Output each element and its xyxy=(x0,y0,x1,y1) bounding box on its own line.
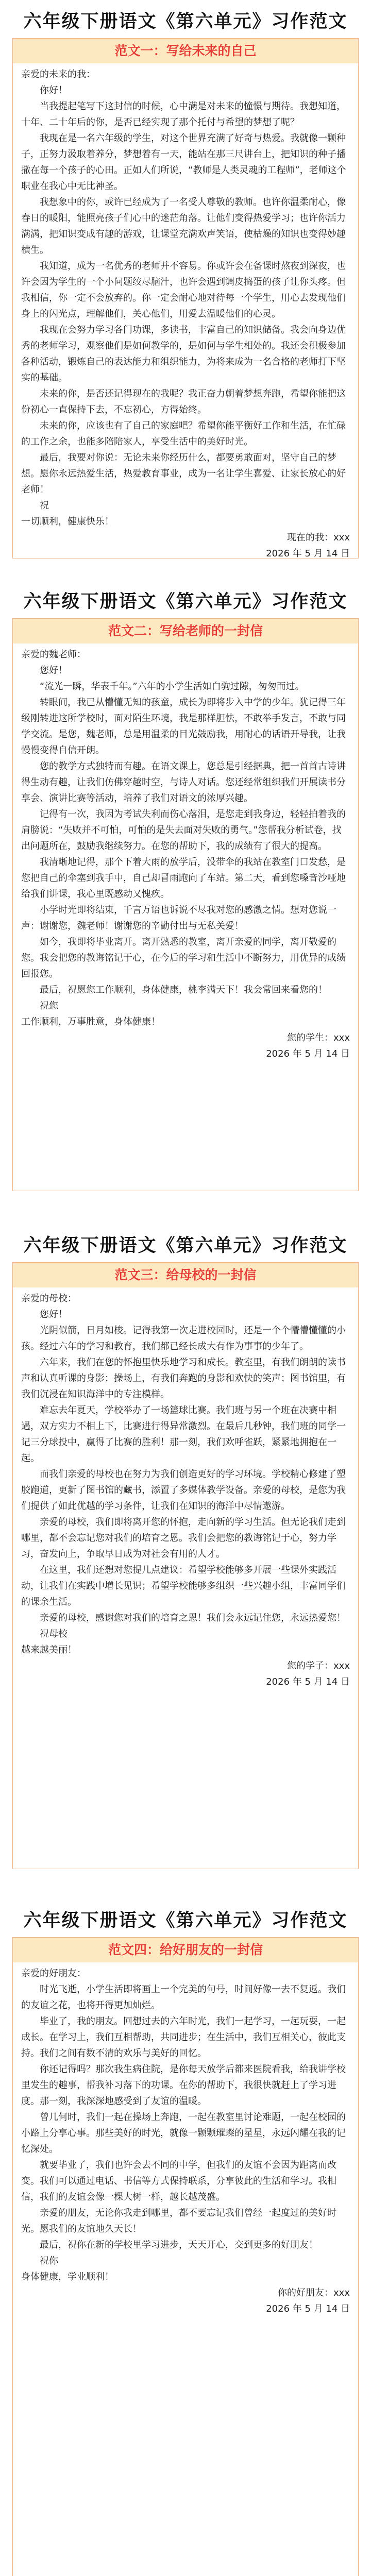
date: 2026 年 5 月 14 日 xyxy=(266,1048,350,1059)
essay-body xyxy=(13,1287,358,1696)
paragraph: 在这里，我们还想对您提几点建议：希望学校能够多开展一些课外实践活动，让我们在实践中增长见识；希望学校能够多组织一些兴趣小组，丰富同学们的课余生活。 xyxy=(21,1565,346,1607)
essay-card-4 xyxy=(12,1937,359,2576)
page-title: 六年级下册语文《第六单元》习作范文 xyxy=(23,591,348,612)
essay-section-3 xyxy=(0,1231,371,1260)
greeting: 亲爱的未来的我： xyxy=(21,69,95,80)
page-title: 六年级下册语文《第六单元》习作范文 xyxy=(23,1910,348,1931)
paragraph: 转眼间，我已从懵懂无知的孩童，成长为即将步入中学的少年。犹记得三年级刚转进这所学校时，面对陌生环境，我是那样胆怯，不敢举手发言，不敢与同学交流。是您，魏老师，总是用温柔的目光鼓励我，用耐心的话语开导我，让我慢慢变得自信开朗。 xyxy=(21,697,346,756)
paragraph: 小学时光即将结束，千言万语也诉说不尽我对您的感激之情。想对您说一声：谢谢您，魏老师！谢谢您的辛勤付出与无私关爱！ xyxy=(21,905,336,931)
paragraph: 光阴似箭，日月如梭。记得我第一次走进校园时，还是一个个懵懵懂懂的小孩。经过六年的学习和教育，我们都已经长成大有作为事事的少年了。 xyxy=(21,1325,346,1352)
paragraph: 时光飞逝，小学生活即将画上一个完美的句号，时间好像一去不复返。我们的友谊之花，也将开得更加灿烂。 xyxy=(21,1984,346,2011)
greeting: 亲爱的母校： xyxy=(21,1293,77,1304)
signature: 您的学生：xxx xyxy=(287,1032,350,1043)
closing-line: 身体健康，学业顺利！ xyxy=(21,2272,114,2282)
essay-section-4 xyxy=(0,1906,371,1935)
greeting: 亲爱的好朋友： xyxy=(21,1968,86,1979)
paragraph: 我知道，成为一名优秀的老师并不容易。你或许会在备课时熬夜到深夜，也许会因为学生的一个小问题绞尽脑汁，也许会遇到调皮捣蛋的孩子让你头疼。但我相信，你一定不会放弃的。你一定会耐心地对待每一个学生，用心去发现他们身上的闪光点，理解他们，关心他们，用爱去温暖他们的心灵。 xyxy=(21,261,346,319)
date: 2026 年 5 月 14 日 xyxy=(266,1676,350,1687)
closing-line: 祝您 xyxy=(40,1001,58,1011)
paragraph: 最后，祝愿您工作顺利，身体健康，桃李满天下！我会常回来看您的！ xyxy=(40,985,327,995)
essay-section-2 xyxy=(0,587,371,616)
essay-body xyxy=(13,1962,358,2323)
essay-banner: 范文一：写给未来的自己 xyxy=(13,39,358,63)
paragraph: 就要毕业了，我们也许会去不同的中学，但我们的友谊不会因为距离而改变。我们可以通过电话、书信等方式保持联系，分享彼此的生活和学习。我相信，我们的友谊会像一棵大树一样，越长越茂盛。 xyxy=(21,2160,336,2202)
paragraph: 记得有一次，我因为考试失利而伤心落泪，是您走到我身边，轻轻拍着我的肩膀说：“失败并不可怕，可怕的是失去面对失败的勇气。”您帮我分析试卷，找出问题所在，鼓励我继续努力。在您的帮助下，我的成绩有了很大的提高。 xyxy=(21,809,346,852)
page-title: 六年级下册语文《第六单元》习作范文 xyxy=(23,11,348,32)
essay-banner: 范文二：写给老师的一封信 xyxy=(13,619,358,643)
hello: 你好！ xyxy=(40,85,68,96)
paragraph: 我想象中的你，或许已经成为了一名受人尊敬的教师。也许你温柔耐心，像春日的暖阳，能照亮孩子们心中的迷茫角落。让他们变得热爱学习；也许你活力满满，把知识变成有趣的游戏，让课堂充满欢声笑语，使枯燥的知识也变得妙趣横生。 xyxy=(21,197,346,256)
paragraph: 未来的你，是否还记得现在的我呢？我正奋力朝着梦想奔跑，希望你能把这份初心一直保持下去，不忘初心，方得始终。 xyxy=(21,388,346,415)
essay-body xyxy=(13,643,358,1068)
paragraph: 我现在会努力学习各门功课，多读书，丰富自己的知识储备。我会向身边优秀的老师学习，观察他们是如何教学的，是如何与学生相处的。我还会积极参加各种活动，锻炼自己的表达能力和组织能力，为将来成为一名合格的老师打下坚实的基础。 xyxy=(21,325,346,383)
essay-banner: 范文三：给母校的一封信 xyxy=(13,1263,358,1287)
date: 2026 年 5 月 14 日 xyxy=(266,2303,350,2314)
closing-line: 祝母校 xyxy=(40,1629,68,1639)
essay-body xyxy=(13,63,358,568)
hello: 您好！ xyxy=(40,665,68,676)
essay-card-1 xyxy=(12,38,359,558)
paragraph: 如今，我即将毕业离开。离开熟悉的教室，离开亲爱的同学，离开敬爱的您。我会把您的教诲铭记于心，在今后的学习和生活中不断努力，用优异的成绩回报您。 xyxy=(21,937,346,979)
essay-card-3 xyxy=(12,1262,359,1869)
paragraph: 当我提起笔写下这封信的时候，心中满是对未来的憧憬与期待。我想知道，十年、二十年后的你，是否已经实现了那个托付与希望的梦想了呢？ xyxy=(21,101,346,128)
signature: 现在的我：xxx xyxy=(287,532,350,543)
greeting: 亲爱的魏老师： xyxy=(21,649,86,660)
page-title: 六年级下册语文《第六单元》习作范文 xyxy=(23,1235,348,1256)
closing-line: 祝你 xyxy=(40,2256,58,2266)
paragraph: 而我们亲爱的母校也在努力为我们创造更好的学习环境。学校精心修建了塑胶跑道，更新了图书馆的藏书，添置了多媒体教学设备。亲爱的母校，是您为我们提供了如此优越的学习条件，让我们在知识的海洋中尽情遨游。 xyxy=(21,1469,346,1512)
signature: 您的学子：xxx xyxy=(287,1660,350,1671)
paragraph: 亲爱的母校，我们即将离开您的怀抱，走向新的学习生活。但无论我们走到哪里，都不会忘记您对我们的培育之恩。我们会把您的教诲铭记于心，努力学习，奋发向上，争取早日成为对社会有用的人才。 xyxy=(21,1517,346,1560)
paragraph: 你还记得吗？那次我生病住院，是你每天放学后都来医院看我，给我讲学校里发生的趣事，帮我补习落下的功课。在你的帮助下，我很快就赶上了学习进度。那一刻，我深深地感受到了友谊的温暖。 xyxy=(21,2064,346,2107)
closing-line: 一切顺利，健康快乐！ xyxy=(21,516,114,527)
closing-line: 越来越美丽！ xyxy=(21,1645,77,1655)
paragraph: 难忘去年夏天，学校举办了一场篮球比赛。我们班与另一个班在决赛中相遇，双方实力不相上下，比赛进行得异常激烈。在最后几秒钟，我们班的同学一记三分球投中，赢得了比赛的胜利！那一刻，我们欢呼雀跃，紧紧地拥抱在一起。 xyxy=(21,1405,346,1464)
paragraph: “流光一瞬，华表千年。”六年的小学生活如白驹过隙，匆匆而过。 xyxy=(40,681,305,692)
signature: 你的好朋友：xxx xyxy=(278,2287,350,2298)
essay-banner: 范文四：给好朋友的一封信 xyxy=(13,1938,358,1962)
paragraph: 我清晰地记得，那个下着大雨的放学后，没带伞的我站在教室门口发愁，是您把自己的伞塞到我手中，自己却冒雨跑向了车站。第二天，看到您嗓音沙哑地给我们讲课，我心里既感动又愧疚。 xyxy=(21,857,346,900)
paragraph: 六年来，我们在您的怀抱里快乐地学习和成长。教室里，有我们朗朗的读书声和认真听课的身影；操场上，有我们奔跑的身影和欢快的笑声；图书馆里，有我们沉浸在知识海洋中的专注模样。 xyxy=(21,1357,346,1400)
paragraph: 最后，我要对你说：无论未来你经历什么，都要勇敢面对，坚守自己的梦想。愿你永远热爱生活，热爱教育事业，成为一名让学生喜爱、让家长放心的好老师！ xyxy=(21,452,346,495)
paragraph: 最后，祝你在新的学校里学习进步，天天开心，交到更多的好朋友！ xyxy=(40,2240,318,2250)
paragraph: 曾几何时，我们一起在操场上奔跑，一起在教室里讨论难题，一起在校园的小路上分享心事。那些美好的时光，就像一颗颗璀璨的星星，永远闪耀在我的记忆深处。 xyxy=(21,2112,346,2155)
closing-line: 祝 xyxy=(40,500,49,511)
paragraph: 亲爱的母校，感谢您对我们的培育之恩！我们会永远记住您，永远热爱您！ xyxy=(40,1613,346,1623)
paragraph: 毕业了，我的朋友。回想过去的六年时光，我们一起学习，一起玩耍，一起成长。在学习上，我们互相帮助，共同进步；在生活中，我们互相关心，彼此支持。我们之间有数不清的欢乐与美好的回忆。 xyxy=(21,2016,346,2059)
paragraph: 未来的你，应该也有了自己的家庭吧？希望你能平衡好工作和生活，在忙碌的工作之余，也能多陪陪家人，享受生活中的美好时光。 xyxy=(21,420,346,447)
date: 2026 年 5 月 14 日 xyxy=(266,548,350,559)
essay-card-2 xyxy=(12,618,359,1191)
paragraph: 您的教学方式独特而有趣。在语文课上，您总是引经据典，把一首首古诗讲得生动有趣，让我们仿佛穿越时空，与诗人对话。您还经常组织我们开展读书分享会、演讲比赛等活动，培养了我们对语文的浓厚兴趣。 xyxy=(21,761,346,804)
essay-section-1 xyxy=(0,0,371,36)
closing-line: 工作顺利，万事胜意，身体健康！ xyxy=(21,1016,160,1027)
paragraph: 我现在是一名六年级的学生，对这个世界充满了好奇与热爱。我就像一颗种子，正努力汲取着养分，梦想着有一天，能站在那三尺讲台上，把知识的种子播撒在每一个孩子的心田。正如人们所说，“教师是人类灵魂的工程师”，老师这个职业在我心中无比神圣。 xyxy=(21,133,346,192)
paragraph: 亲爱的朋友，无论你我走到哪里，都不要忘记我们曾经一起度过的美好时光。愿我们的友谊地久天长！ xyxy=(21,2208,336,2234)
hello: 您好！ xyxy=(40,1309,68,1320)
